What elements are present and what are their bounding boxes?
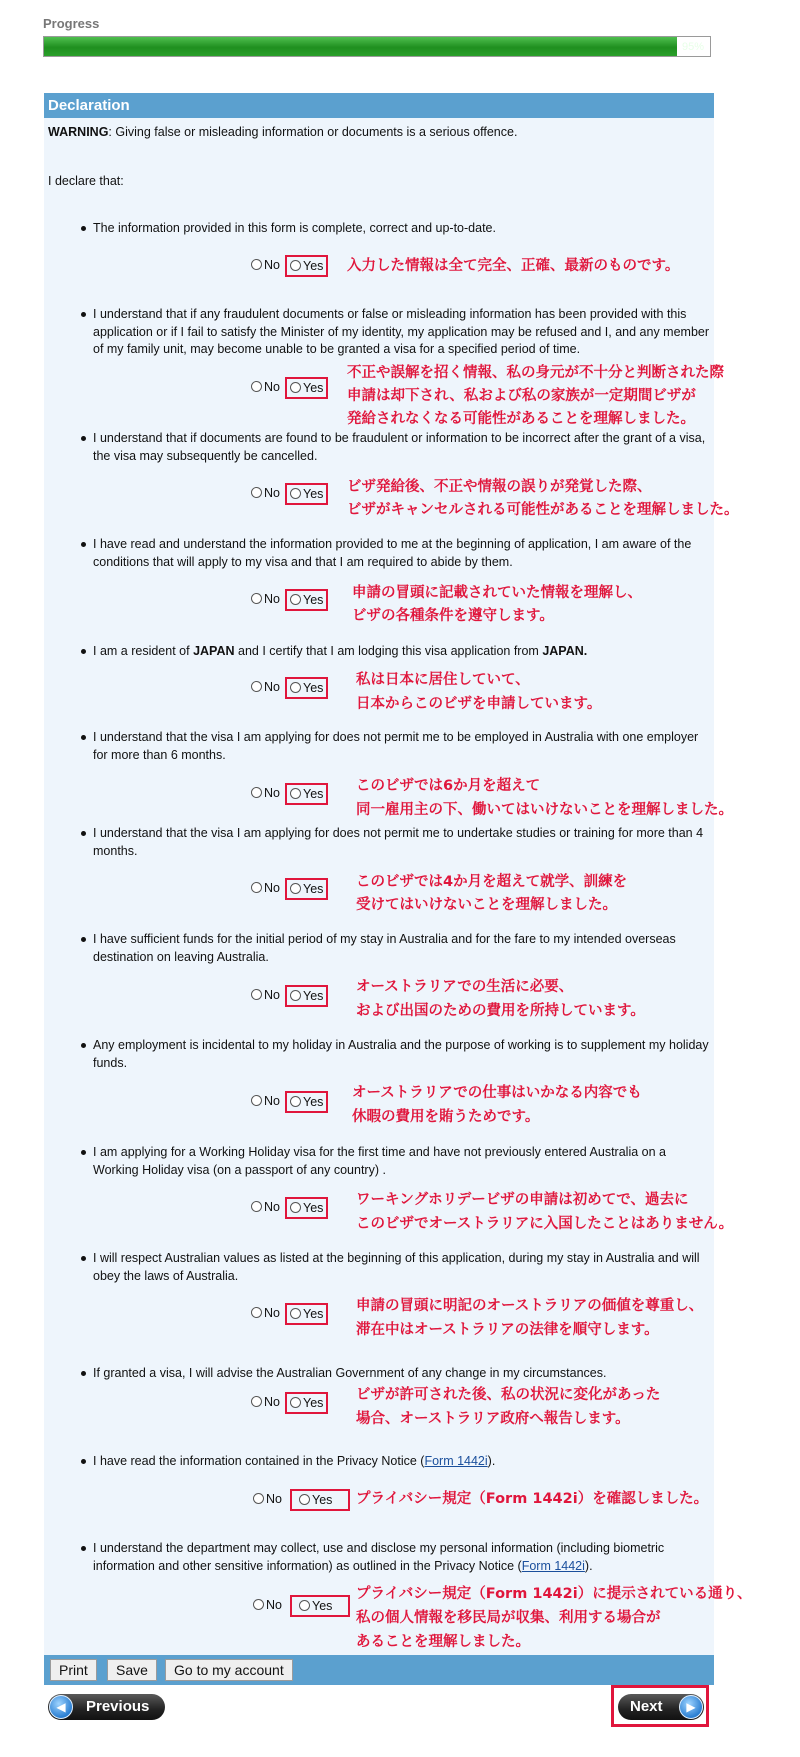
option-no-3[interactable]: No [251,486,280,500]
note-2-line-3: 発給されなくなる可能性があることを理解しました。 [347,411,695,427]
option-no-1[interactable]: No [251,258,280,272]
note-1-line-1: 入力した情報は全て完全、正確、最新のものです。 [347,258,680,274]
note-9-line-1: オーストラリアでの仕事はいかなる内容でも [352,1085,642,1101]
option-no-10[interactable]: No [251,1200,280,1214]
option-yes-6[interactable]: Yes [285,783,328,805]
note-10-line-2: このビザでオーストラリアに入国したことはありません。 [356,1216,734,1232]
option-no-4[interactable]: No [251,592,280,606]
declaration-item-13: I have read the information contained in the Privacy Notice (Form 1442i). [93,1453,713,1471]
note-12-line-2: 場合、オーストラリア政府へ報告します。 [356,1411,630,1427]
radio-yes-8[interactable] [290,990,301,1001]
radio-no-12[interactable] [251,1396,262,1407]
radio-yes-10[interactable] [290,1202,301,1213]
option-yes-4[interactable]: Yes [285,589,328,611]
note-3-line-2: ビザがキャンセルされる可能性があることを理解しました。 [347,502,739,518]
radio-yes-12[interactable] [290,1397,301,1408]
radio-no-6[interactable] [251,787,262,798]
previous-arrow-icon: ◀ [49,1695,73,1719]
option-no-11[interactable]: No [251,1306,280,1320]
radio-yes-4[interactable] [290,594,301,605]
radio-no-4[interactable] [251,593,262,604]
progress-bar [43,36,711,57]
progress-fill [44,37,677,56]
option-no-6[interactable]: No [251,786,280,800]
progress-percent: 95% [681,41,704,53]
option-no-14[interactable]: No [253,1598,282,1612]
option-yes-11[interactable]: Yes [285,1303,328,1325]
radio-no-8[interactable] [251,989,262,1000]
declaration-item-14: I understand the department may collect, use and disclose my personal information (including biometric information and other sensitive information) as outlined in the Privacy Notice (Form 1442i). [93,1540,713,1575]
declaration-item-4: I have read and understand the information provided to me at the beginning of application, I am aware of the conditions that will apply to my visa and that I am required to abide by them. [93,536,713,571]
option-no-9[interactable]: No [251,1094,280,1108]
answer-row-1 [0,255,800,277]
option-yes-1[interactable]: Yes [285,255,328,277]
note-9-line-2: 休暇の費用を賄うためです。 [352,1109,540,1125]
radio-yes-7[interactable] [290,883,301,894]
note-5-line-2: 日本からこのビザを申請しています。 [356,696,602,712]
note-3-line-1: ビザ発給後、不正や情報の誤りが発覚した際、 [347,479,652,495]
radio-no-11[interactable] [251,1307,262,1318]
declaration-item-6: I understand that the visa I am applying for does not permit me to be employed in Australia with one employer for more than 6 months. [93,729,713,764]
radio-yes-14[interactable] [299,1600,310,1611]
warning-label: WARNING [48,125,109,139]
declaration-item-1: The information provided in this form is complete, correct and up-to-date. [93,220,713,238]
option-yes-9[interactable]: Yes [285,1091,328,1113]
option-yes-14[interactable]: Yes [290,1595,350,1617]
declaration-item-7: I understand that the visa I am applying for does not permit me to undertake studies or training for more than 4 months. [93,825,713,860]
radio-no-9[interactable] [251,1095,262,1106]
declaration-item-8: I have sufficient funds for the initial period of my stay in Australia and for the fare to my intended overseas destination on leaving Australia. [93,931,713,966]
radio-no-7[interactable] [251,882,262,893]
panel-title: Declaration [44,93,714,118]
option-no-7[interactable]: No [251,881,280,895]
declaration-item-10: I am applying for a Working Holiday visa for the first time and have not previously entered Australia on a Working Holiday visa (on a passport of any country) . [93,1144,713,1179]
radio-yes-5[interactable] [290,682,301,693]
radio-yes-11[interactable] [290,1308,301,1319]
declaration-item-12: If granted a visa, I will advise the Australian Government of any change in my circumstances. [93,1365,713,1383]
note-10-line-1: ワーキングホリデービザの申請は初めてで、過去に [356,1192,689,1208]
radio-no-3[interactable] [251,487,262,498]
note-14-line-2: 私の個人情報を移民局が収集、利用する場合が [356,1610,661,1626]
next-button[interactable] [618,1694,704,1720]
radio-no-14[interactable] [253,1599,264,1610]
note-2-line-1: 不正や誤解を招く情報、私の身元が不十分と判断された際 [347,365,724,381]
declaration-item-9: Any employment is incidental to my holiday in Australia and the purpose of working is to supplement my holiday funds. [93,1037,713,1072]
answer-row-13 [0,1489,800,1511]
option-no-12[interactable]: No [251,1395,280,1409]
radio-no-2[interactable] [251,381,262,392]
radio-yes-2[interactable] [290,382,301,393]
radio-yes-9[interactable] [290,1096,301,1107]
privacy-notice-link[interactable]: Form 1442i [424,1454,488,1468]
option-no-8[interactable]: No [251,988,280,1002]
option-yes-10[interactable]: Yes [285,1197,328,1219]
option-yes-12[interactable]: Yes [285,1392,328,1414]
save-button[interactable]: Save [107,1659,157,1681]
radio-no-10[interactable] [251,1201,262,1212]
previous-label: Previous [86,1698,150,1715]
note-5-line-1: 私は日本に居住していて、 [356,672,530,688]
radio-yes-3[interactable] [290,488,301,499]
option-yes-2[interactable]: Yes [285,377,328,399]
note-7-line-2: 受けてはいけないことを理解しました。 [356,897,617,913]
declaration-item-11: I will respect Australian values as listed at the beginning of this application, during my stay in Australia and will obey the laws of Australia. [93,1250,713,1285]
note-11-line-1: 申請の冒頭に明記のオーストラリアの価値を尊重し、 [356,1298,704,1314]
declaration-item-3: I understand that if documents are found to be fraudulent or information to be incorrect after the grant of a visa, the visa may subsequently be cancelled. [93,430,713,465]
print-button[interactable]: Print [50,1659,97,1681]
note-4-line-2: ビザの各種条件を遵守します。 [352,608,554,624]
previous-button[interactable] [48,1694,165,1720]
radio-yes-6[interactable] [290,788,301,799]
option-yes-7[interactable]: Yes [285,878,328,900]
note-8-line-1: オーストラリアでの生活に必要、 [356,979,574,995]
note-11-line-2: 滞在中はオーストラリアの法律を順守します。 [356,1322,659,1338]
radio-no-13[interactable] [253,1493,264,1504]
next-arrow-icon: ▶ [679,1695,703,1719]
option-no-13[interactable]: No [253,1492,282,1506]
radio-no-1[interactable] [251,259,262,270]
progress-label: Progress [43,16,100,31]
option-yes-8[interactable]: Yes [285,985,328,1007]
declaration-item-5: I am a resident of JAPAN and I certify that I am lodging this visa application from JAPAN. [93,643,713,661]
note-6-line-2: 同一雇用主の下、働いてはいけないことを理解しました。 [356,802,733,818]
note-14-line-1: プライバシー規定（Form 1442i）に提示されている通り、 [356,1586,752,1602]
option-yes-3[interactable]: Yes [285,483,328,505]
privacy-notice-link-2[interactable]: Form 1442i [521,1558,585,1573]
option-no-2[interactable]: No [251,380,280,394]
note-2-line-2: 申請は却下され、私および私の家族が一定期間ビザが [347,388,696,404]
declaration-item-2: I understand that if any fraudulent documents or false or misleading information has been provided with this application or if I fail to satisfy the Minister of my identity, my application may be refused and I, and any member of my family unit, may become unable to be granted a visa for a specified period of time. [93,306,713,359]
option-no-5[interactable]: No [251,680,280,694]
note-8-line-2: および出国のための費用を所持しています。 [356,1003,645,1019]
warning-message: : Giving false or misleading information or documents is a serious offence. [108,125,518,139]
note-13-line-1: プライバシー規定（Form 1442i）を確認しました。 [356,1491,709,1507]
next-label: Next [630,1698,663,1715]
radio-yes-1[interactable] [290,260,301,271]
note-7-line-1: このビザでは4か月を超えて就学、訓練を [356,874,628,890]
note-6-line-1: このビザでは6か月を超えて [356,778,541,794]
go-to-my-account-button[interactable]: Go to my account [165,1659,293,1681]
declare-intro: I declare that: [48,174,124,188]
radio-no-5[interactable] [251,681,262,692]
option-yes-13[interactable]: Yes [290,1489,350,1511]
note-4-line-1: 申請の冒頭に記載されていた情報を理解し、 [352,585,642,601]
option-yes-5[interactable]: Yes [285,677,328,699]
radio-yes-13[interactable] [299,1494,310,1505]
note-12-line-1: ビザが許可された後、私の状況に変化があった [356,1387,661,1403]
warning-text [48,125,517,139]
note-14-line-3: あることを理解しました。 [356,1634,530,1650]
